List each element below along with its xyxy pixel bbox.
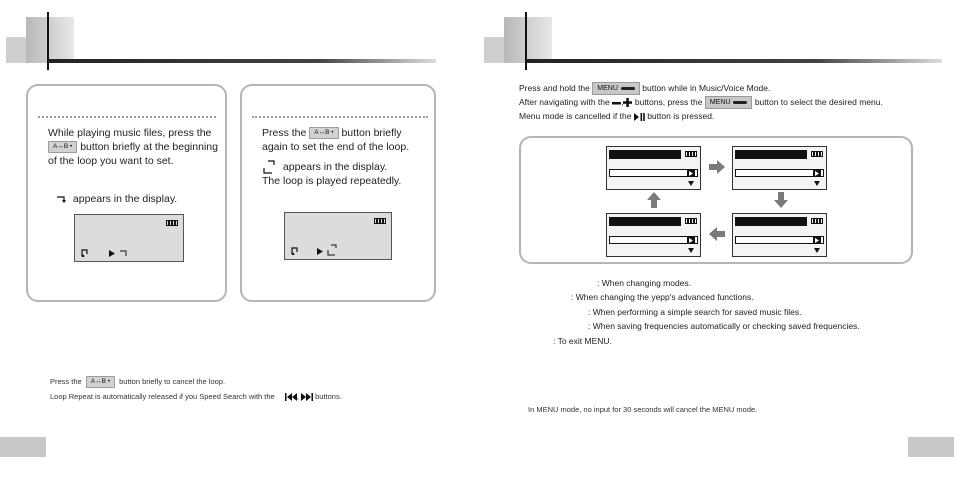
step2-text-after-key: button briefly again to set the end of the loop. <box>262 127 410 153</box>
intro-line2-c: button to select the desired menu. <box>754 96 883 107</box>
battery-icon <box>811 151 823 157</box>
play-icon <box>687 170 695 177</box>
step2-text-before-key: Press the <box>262 127 307 139</box>
lcd-display <box>284 212 392 260</box>
step2-panel <box>240 84 436 302</box>
header-decor-square <box>26 17 74 63</box>
panel-divider <box>38 116 216 118</box>
menu-timeout-note: In MENU mode, no input for 30 seconds will cancel the MENU mode. <box>528 405 758 414</box>
menu-title-bar <box>609 150 681 159</box>
menu-selection-row <box>735 236 824 244</box>
menu-selection-row <box>609 236 698 244</box>
menu-key-graphic <box>705 96 753 109</box>
skip-back-icon <box>285 393 297 401</box>
arrow-up-icon <box>647 192 661 208</box>
desc-saving-frequencies: : When saving frequencies automatically or checking saved frequencies. <box>588 321 860 331</box>
intro-line2: After navigating with the , buttons, press the MENU button to select the desired menu. <box>519 96 949 109</box>
menu-flow-panel <box>519 136 913 264</box>
music-note-icon <box>291 247 301 255</box>
play-icon <box>317 248 323 255</box>
step2-indicator-text: appears in the display. <box>282 161 388 173</box>
desc-advanced-functions: : When changing the yepp's advanced functions. <box>571 292 754 302</box>
battery-icon <box>685 151 697 157</box>
play-icon <box>813 170 821 177</box>
intro-line3 <box>519 111 939 122</box>
menu-screen <box>732 213 827 257</box>
menu-title-bar <box>735 217 807 226</box>
loop-end-icon <box>262 160 276 174</box>
music-note-icon <box>81 249 91 257</box>
lcd-display <box>74 214 184 262</box>
step1-text-after-key: button briefly at the beginning of the loop you want to set. <box>48 141 218 167</box>
ab-repeat-key-graphic: A↔B • <box>86 376 115 388</box>
loop-end-icon <box>327 244 337 256</box>
menu-screen <box>606 213 701 257</box>
step1-indicator-line <box>56 192 226 206</box>
battery-icon <box>374 218 386 224</box>
loop-start-icon <box>56 195 66 203</box>
step1-text-before-key: While playing music files, press the <box>48 127 212 139</box>
play-pause-icon <box>634 113 645 121</box>
menu-key-graphic <box>592 82 640 95</box>
play-icon <box>813 237 821 244</box>
menu-title-bar <box>735 150 807 159</box>
play-icon <box>109 250 115 257</box>
note1-before: Press the <box>50 376 82 386</box>
loop-start-icon <box>120 250 128 256</box>
intro-line1-before: Press and hold the <box>519 82 590 93</box>
intro-line1-after: button while in Music/Voice Mode. <box>642 82 771 93</box>
scroll-down-icon <box>814 248 820 253</box>
header-rule <box>48 59 436 63</box>
intro-line3-before: Menu mode is cancelled if the <box>519 111 632 121</box>
comma: , <box>296 392 299 401</box>
menu-title-bar <box>609 217 681 226</box>
panel-divider <box>252 116 428 118</box>
step1-indicator-text: appears in the display. <box>72 193 178 205</box>
intro-line3-after: button is pressed. <box>647 111 715 121</box>
note1-after: button briefly to cancel the loop. <box>119 376 226 386</box>
note2-after: buttons. <box>315 392 342 401</box>
note-speed-search <box>50 392 440 402</box>
scroll-down-icon <box>688 181 694 186</box>
page-number-box <box>908 437 954 457</box>
step2-text <box>262 126 430 154</box>
note-cancel-loop <box>50 376 440 388</box>
skip-forward-icon <box>301 393 313 401</box>
scroll-down-icon <box>814 181 820 186</box>
arrow-left-icon <box>709 227 725 241</box>
arrow-right-icon <box>709 160 725 174</box>
step1-text <box>48 126 220 168</box>
play-icon <box>687 237 695 244</box>
page-number-box <box>0 437 46 457</box>
battery-icon <box>811 218 823 224</box>
header-rule <box>526 59 942 63</box>
battery-icon <box>685 218 697 224</box>
menu-screen <box>606 146 701 190</box>
menu-screen <box>732 146 827 190</box>
intro-line1 <box>519 82 939 95</box>
ab-repeat-key-graphic: A↔B • <box>309 127 338 139</box>
menu-key-label: MENU <box>709 99 731 106</box>
header-decor-square <box>504 17 552 63</box>
step2-loop-text: The loop is played repeatedly. <box>262 175 402 188</box>
menu-key-label: MENU <box>597 85 618 92</box>
plus-icon <box>623 98 632 107</box>
arrow-down-icon <box>774 192 788 208</box>
menu-selection-row <box>735 169 824 177</box>
desc-simple-search: : When performing a simple search for saved music files. <box>588 307 802 317</box>
desc-exit-menu: : To exit MENU. <box>553 336 612 346</box>
battery-icon <box>166 220 178 226</box>
intro-line2-a: After navigating with the <box>519 96 610 107</box>
menu-selection-row <box>609 169 698 177</box>
scroll-down-icon <box>688 248 694 253</box>
note2-before: Loop Repeat is automatically released if you Speed Search with the <box>50 392 275 401</box>
ab-repeat-key-graphic: A↔B • <box>48 141 77 153</box>
desc-change-modes: : When changing modes. <box>597 278 692 288</box>
minus-icon <box>612 100 621 106</box>
step2-indicator-line <box>262 160 430 188</box>
step1-panel <box>26 84 227 302</box>
intro-line2-b: buttons, press the <box>634 96 703 107</box>
